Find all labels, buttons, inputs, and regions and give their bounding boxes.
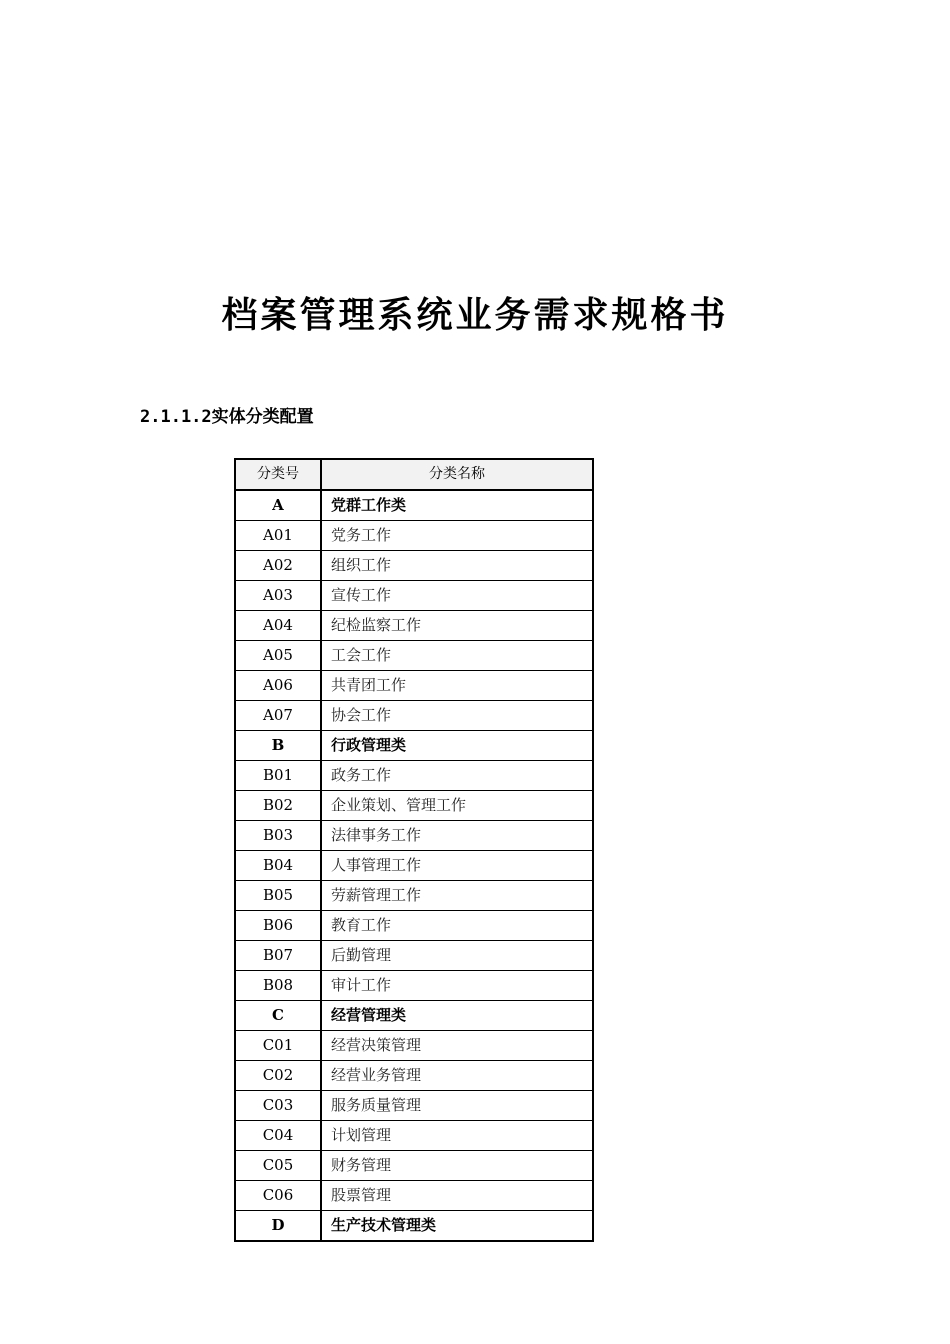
table-row bbox=[235, 761, 593, 791]
table-row bbox=[235, 911, 593, 941]
category-name-cell: 宣传工作 bbox=[321, 581, 593, 611]
section-heading: 2.1.1.2实体分类配置 bbox=[140, 407, 314, 427]
category-group-row bbox=[235, 1001, 593, 1031]
category-code-cell: C bbox=[235, 1001, 321, 1031]
table-row bbox=[235, 1061, 593, 1091]
category-code-cell: B03 bbox=[235, 821, 321, 851]
category-name-cell: 党群工作类 bbox=[321, 490, 593, 521]
table-row bbox=[235, 971, 593, 1001]
table-row bbox=[235, 1031, 593, 1061]
table-row bbox=[235, 881, 593, 911]
category-name-cell: 纪检监察工作 bbox=[321, 611, 593, 641]
category-name-cell: 党务工作 bbox=[321, 521, 593, 551]
category-code-cell: B02 bbox=[235, 791, 321, 821]
category-group-row bbox=[235, 1211, 593, 1242]
category-name-cell: 组织工作 bbox=[321, 551, 593, 581]
category-code-cell: C01 bbox=[235, 1031, 321, 1061]
category-code-cell: A02 bbox=[235, 551, 321, 581]
category-name-cell: 劳薪管理工作 bbox=[321, 881, 593, 911]
category-code-cell: B06 bbox=[235, 911, 321, 941]
category-code-cell: D bbox=[235, 1211, 321, 1242]
table-row bbox=[235, 671, 593, 701]
category-name-cell: 工会工作 bbox=[321, 641, 593, 671]
category-name-cell: 经营管理类 bbox=[321, 1001, 593, 1031]
table-row bbox=[235, 1181, 593, 1211]
category-code-cell: C03 bbox=[235, 1091, 321, 1121]
category-name-cell: 计划管理 bbox=[321, 1121, 593, 1151]
category-name-cell: 法律事务工作 bbox=[321, 821, 593, 851]
category-code-cell: C05 bbox=[235, 1151, 321, 1181]
category-code-cell: B01 bbox=[235, 761, 321, 791]
category-name-cell: 财务管理 bbox=[321, 1151, 593, 1181]
table-row bbox=[235, 701, 593, 731]
category-name-cell: 审计工作 bbox=[321, 971, 593, 1001]
category-name-cell: 企业策划、管理工作 bbox=[321, 791, 593, 821]
category-name-cell: 服务质量管理 bbox=[321, 1091, 593, 1121]
category-code-cell: A07 bbox=[235, 701, 321, 731]
category-code-cell: C06 bbox=[235, 1181, 321, 1211]
category-code-cell: A05 bbox=[235, 641, 321, 671]
table-row bbox=[235, 1121, 593, 1151]
table-row bbox=[235, 791, 593, 821]
category-code-cell: B05 bbox=[235, 881, 321, 911]
category-code-cell: A bbox=[235, 490, 321, 521]
category-code-cell: A04 bbox=[235, 611, 321, 641]
table-row bbox=[235, 821, 593, 851]
category-name-cell: 教育工作 bbox=[321, 911, 593, 941]
category-name-cell: 生产技术管理类 bbox=[321, 1211, 593, 1242]
classification-table bbox=[234, 458, 594, 1242]
table-row bbox=[235, 581, 593, 611]
column-header-code: 分类号 bbox=[235, 459, 321, 490]
table-row bbox=[235, 641, 593, 671]
category-name-cell: 后勤管理 bbox=[321, 941, 593, 971]
category-name-cell: 协会工作 bbox=[321, 701, 593, 731]
category-code-cell: C04 bbox=[235, 1121, 321, 1151]
document-title: 档案管理系统业务需求规格书 bbox=[221, 295, 729, 336]
table-row bbox=[235, 521, 593, 551]
category-code-cell: A01 bbox=[235, 521, 321, 551]
category-name-cell: 人事管理工作 bbox=[321, 851, 593, 881]
category-code-cell: B bbox=[235, 731, 321, 761]
table-row bbox=[235, 1151, 593, 1181]
category-code-cell: C02 bbox=[235, 1061, 321, 1091]
category-code-cell: A03 bbox=[235, 581, 321, 611]
category-group-row bbox=[235, 731, 593, 761]
category-code-cell: A06 bbox=[235, 671, 321, 701]
category-code-cell: B04 bbox=[235, 851, 321, 881]
table-body bbox=[235, 490, 593, 1241]
category-name-cell: 共青团工作 bbox=[321, 671, 593, 701]
category-name-cell: 行政管理类 bbox=[321, 731, 593, 761]
category-code-cell: B07 bbox=[235, 941, 321, 971]
table-row bbox=[235, 941, 593, 971]
category-name-cell: 股票管理 bbox=[321, 1181, 593, 1211]
table-row bbox=[235, 611, 593, 641]
column-header-name: 分类名称 bbox=[321, 459, 593, 490]
table-header-row bbox=[235, 459, 593, 490]
table-row bbox=[235, 851, 593, 881]
category-name-cell: 经营业务管理 bbox=[321, 1061, 593, 1091]
category-code-cell: B08 bbox=[235, 971, 321, 1001]
category-name-cell: 政务工作 bbox=[321, 761, 593, 791]
category-group-row bbox=[235, 490, 593, 521]
table-row bbox=[235, 551, 593, 581]
table-row bbox=[235, 1091, 593, 1121]
category-name-cell: 经营决策管理 bbox=[321, 1031, 593, 1061]
